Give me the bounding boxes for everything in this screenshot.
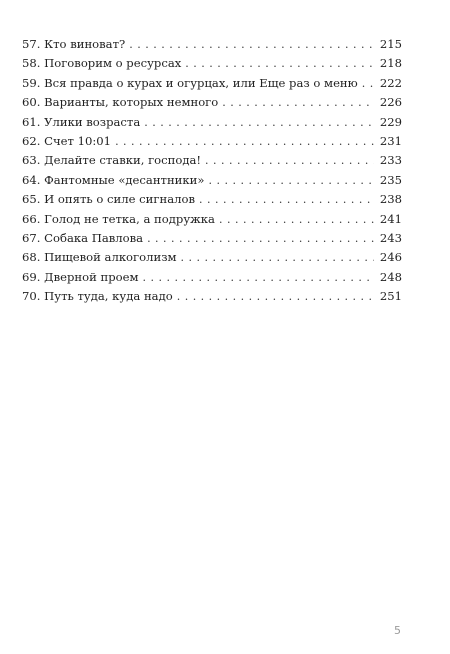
toc-entry [22,287,402,306]
toc-entry [22,132,402,151]
toc-entry-title [22,151,205,170]
toc-entry-text: Путь туда, куда надо [44,289,173,304]
toc-entry-title [22,74,362,93]
toc-dot-leader [205,151,374,170]
toc-entry-page: 243 [379,230,402,245]
toc-entry-text: Дверной проем [44,269,139,284]
toc-entry-number: 64. [22,172,41,187]
toc-entry-title [22,113,144,132]
toc-entry-title [22,132,115,151]
toc-entry-page: 233 [379,153,402,168]
toc-entry-page: 222 [379,75,402,90]
toc-dot-leader [144,113,374,132]
toc-entry-text: Счет 10:01 [44,133,112,148]
toc-entry [22,35,402,54]
toc-entry-number: 58. [22,56,41,71]
toc-entry-title [22,268,143,287]
toc-entry-number: 65. [22,192,41,207]
toc-entry-text: Собака Павлова [44,230,144,245]
toc-entry-number: 67. [22,230,41,245]
toc-entry-title [22,287,177,306]
toc-entry-number: 62. [22,133,41,148]
toc-entry-text: Вся правда о курах и огурцах, или Еще раз о меню [44,75,358,90]
toc-entry-text: Варианты, которых немного [44,95,219,110]
toc-entry-text: Поговорим о ресурсах [44,56,182,71]
toc-entry-number: 63. [22,153,41,168]
toc-entry [22,74,402,93]
toc-dot-leader [147,229,374,248]
toc-entry-number: 59. [22,75,41,90]
toc-dot-leader [222,93,374,112]
toc-dot-leader [219,210,374,229]
toc-entry-title [22,229,147,248]
toc-entry-number: 60. [22,95,41,110]
toc-dot-leader [129,35,374,54]
toc-entry-title [22,54,185,73]
toc-dot-leader [208,171,373,190]
toc-entry [22,190,402,209]
toc-entry [22,113,402,132]
toc-entry-title [22,93,222,112]
toc-dot-leader [177,287,374,306]
toc-entry-text: Делайте ставки, господа! [44,153,202,168]
toc-entry-page: 235 [379,172,402,187]
toc-entry-number: 70. [22,289,41,304]
toc-entry-title [22,248,181,267]
toc-entry [22,151,402,170]
toc-entry-title [22,35,129,54]
toc-entry-page: 238 [379,192,402,207]
toc-entry-page: 246 [379,250,402,265]
toc-dot-leader [181,248,374,267]
toc-entry-page: 218 [379,56,402,71]
toc-entry-page: 231 [379,133,402,148]
toc-entry-text: Улики возраста [44,114,141,129]
toc-dot-leader [362,74,374,93]
toc-entry-number: 61. [22,114,41,129]
toc-dot-leader [143,268,374,287]
toc-entry-page: 241 [379,211,402,226]
toc-entry-page: 215 [379,37,402,51]
toc-entry [22,93,402,112]
toc-entry [22,268,402,287]
toc-entry-title [22,190,199,209]
toc-dot-leader [199,190,374,209]
toc-entry-text: Кто виноват? [44,37,126,51]
toc-entry [22,210,402,229]
toc-entry-title [22,210,219,229]
toc-dot-leader [115,132,374,151]
toc-entry-text: Голод не тетка, а подружка [44,211,215,226]
toc-dot-leader [185,54,374,73]
table-of-contents [22,35,402,306]
toc-entry-page: 226 [379,95,402,110]
toc-entry-page: 251 [379,289,402,304]
toc-entry [22,171,402,190]
toc-entry [22,248,402,267]
toc-entry-text: И опять о силе сигналов [44,192,195,207]
toc-entry-number: 66. [22,211,41,226]
toc-entry-number: 69. [22,269,41,284]
toc-entry [22,229,402,248]
page-number: 5 [394,624,401,637]
toc-entry-title [22,171,208,190]
toc-entry-text: Пищевой алкоголизм [44,250,177,265]
toc-entry [22,54,402,73]
toc-entry-text: Фантомные «десантники» [44,172,205,187]
toc-entry-page: 229 [379,114,402,129]
toc-entry-number: 57. [22,37,41,51]
toc-entry-page: 248 [379,269,402,284]
toc-entry-number: 68. [22,250,41,265]
